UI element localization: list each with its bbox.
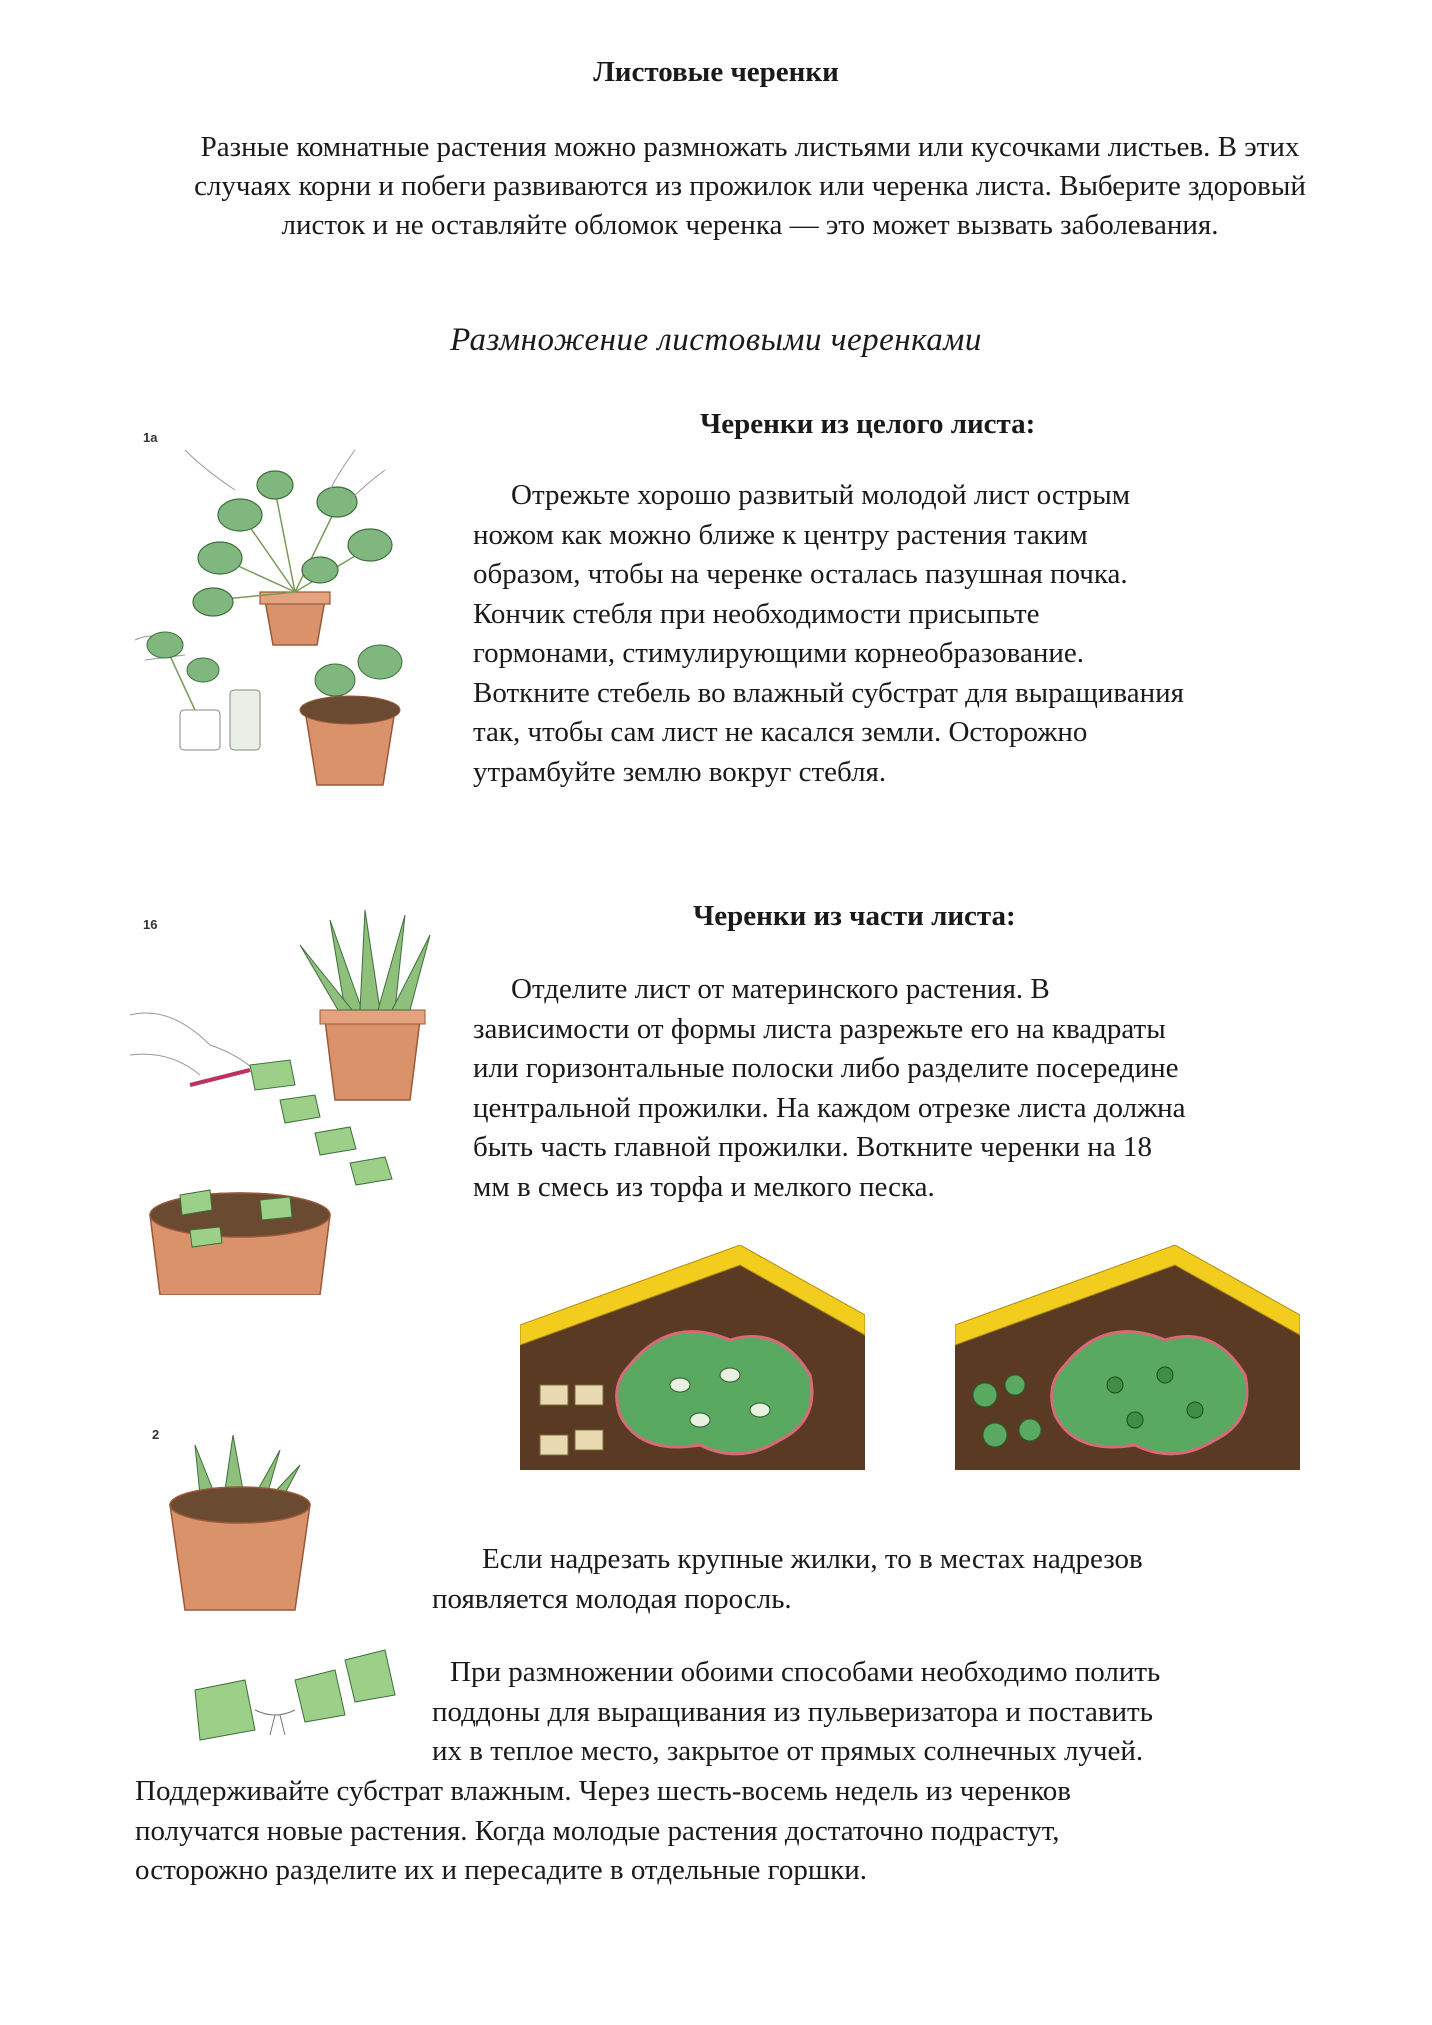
- figure-2-label: 2: [152, 1427, 160, 1442]
- paragraph-3-line: Если надрезать крупные жилки, то в местах надрезов: [482, 1543, 1143, 1575]
- section2-heading: Черенки из части листа:: [693, 900, 1016, 932]
- section1-line: Кончик стебля при необходимости присыпьте: [473, 597, 1040, 630]
- paragraph-4-line: получатся новые растения. Когда молодые растения достаточно подрастут,: [135, 1814, 1060, 1847]
- paragraph-4-continued: [135, 1772, 1365, 1891]
- section1-line: ножом как можно ближе к центру растения таким: [473, 518, 1088, 551]
- begonia-tray-illustration-left: [520, 1245, 865, 1470]
- section2-line: быть часть главной прожилки. Воткните черенки на 18: [473, 1131, 1152, 1163]
- section2-line: или горизонтальные полоски либо разделите посередине: [473, 1052, 1179, 1084]
- rooted-cuttings-pot-illustration: [155, 1435, 325, 1615]
- intro-paragraph: Разные комнатные растения можно размножать листьями или кусочками листьев. В этих случаях корни и побеги развиваются из прожилок или черенка листа. Выберите здоровый листок и не оставляйте обломок черенка — это может вызвать заболевания.: [194, 131, 1306, 241]
- section2-text: [473, 970, 1373, 1207]
- paragraph-3-line: появляется молодая поросль.: [432, 1582, 792, 1615]
- leaf-part-cutting-illustration: [130, 905, 450, 1295]
- begonia-tray-illustration-right: [955, 1245, 1300, 1470]
- section2-line: Отделите лист от материнского растения. В: [511, 973, 1050, 1005]
- section2-line: мм в смесь из торфа и мелкого песка.: [473, 1170, 935, 1203]
- section1-line: Отрежьте хорошо развитый молодой лист острым: [511, 479, 1131, 511]
- paragraph-4-line: осторожно разделите их и пересадите в отдельные горшки.: [135, 1854, 868, 1886]
- section1-line: образом, чтобы на черенке осталась пазушная почка.: [473, 558, 1128, 590]
- page-title: Листовые черенки: [593, 56, 839, 88]
- paragraph-3: [432, 1540, 1332, 1619]
- section2-line: зависимости от формы листа разрежьте его на квадраты: [473, 1012, 1166, 1045]
- section1-line: так, чтобы сам лист не касался земли. Осторожно: [473, 716, 1088, 748]
- paragraph-4: [432, 1653, 1362, 1772]
- section1-line: утрамбуйте землю вокруг стебля.: [473, 755, 887, 788]
- section1-line: гормонами, стимулирующими корнеобразование.: [473, 637, 1084, 669]
- paragraph-4-line: поддоны для выращивания из пульверизатора и поставить: [432, 1695, 1153, 1728]
- paragraph-4-line: Поддерживайте субстрат влажным. Через шесть-восемь недель из черенков: [135, 1775, 1072, 1807]
- paragraph-4-line: При размножении обоими способами необходимо полить: [450, 1656, 1161, 1688]
- paragraph-4-line: их в теплое место, закрытое от прямых солнечных лучей.: [432, 1735, 1144, 1767]
- whole-leaf-cutting-illustration: [125, 430, 455, 790]
- figure-16-label: 16: [143, 917, 158, 932]
- section1-heading: Черенки из целого листа:: [700, 408, 1036, 440]
- section1-line: Воткните стебель во влажный субстрат для выращивания: [473, 676, 1184, 709]
- figure-1a-label: 1a: [143, 430, 158, 445]
- section2-line: центральной прожилки. На каждом отрезке листа должна: [473, 1091, 1186, 1124]
- separated-cuttings-illustration: [175, 1640, 415, 1750]
- section1-text: [473, 476, 1373, 792]
- section-subtitle: Размножение листовыми черенками: [450, 322, 982, 358]
